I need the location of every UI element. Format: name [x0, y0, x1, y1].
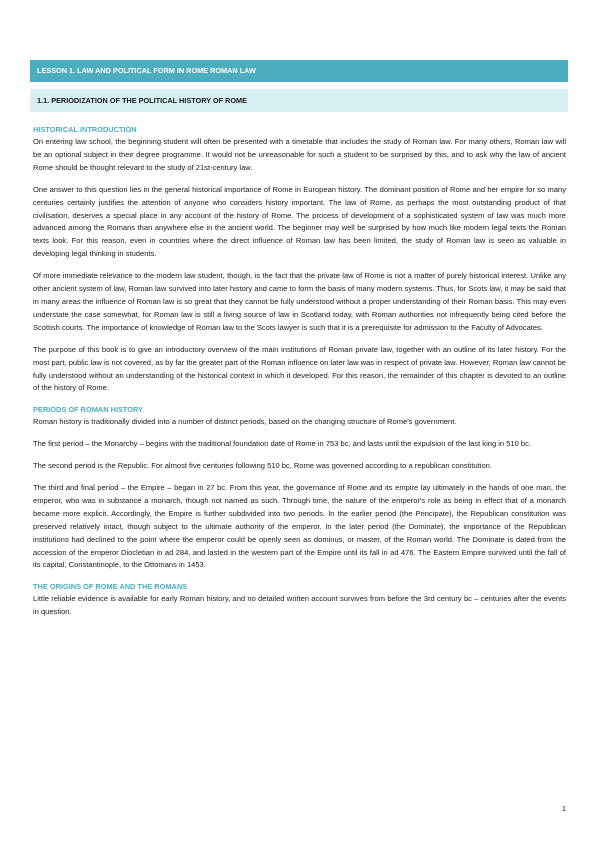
page-number: 1 — [561, 804, 566, 813]
lesson-title: LESSON 1. LAW AND POLITICAL FORM IN ROME ROMAN LAW — [37, 66, 256, 75]
section-title: 1.1. PERIODIZATION OF THE POLITICAL HISTORY OF ROME — [37, 96, 248, 105]
heading-origins-of-rome: THE ORIGINS OF ROME AND THE ROMANS — [33, 582, 188, 592]
section-title-bar — [30, 89, 568, 112]
paragraph: Little reliable evidence is available for early Roman history, and no detailed written account survives from before the 3rd century bc – centuries after the events in question. — [33, 594, 566, 617]
paragraph: On entering law school, the beginning student will often be presented with a timetable that includes the study of Roman law. For many others, Roman law will be an optional subject in their degree programme. It would not be unreasonable for such a student to be surprised by this, and to ask why the law of ancient Rome should be thought relevant to the study of 21st-century law. — [33, 137, 566, 172]
heading-periods-of-roman-history: PERIODS OF ROMAN HISTORY — [33, 405, 144, 415]
paragraph: One answer to this question lies in the general historical importance of Rome in European history. The dominant position of Rome and her empire for so many centuries certainly justifies the attention of anyone who considers history important. The law of Rome, as perhaps the most outstanding product of that civilisation, deserves a special place in any account of the history of Rome. The process of development of a sophisticated system of law was much more advanced among the Romans than anywhere else in the ancient world. The beginner may well be surprised by how much like modern legal texts the Roman texts look. For this reason, even in countries where the direct influence of Roman law has been limited, the study of Roman law is seen as valuable in developing legal thinking in students. — [33, 184, 566, 259]
paragraph: The first period – the Monarchy – begins with the traditional foundation date of Rome in 753 bc, and lasts until the expulsion of the last king in 510 bc. — [33, 439, 531, 449]
paragraph: The third and final period – the Empire – began in 27 bc. From this year, the governance of Rome and its empire lay ultimately in the hands of one man, the emperor, who was in substance a monarch, though not named as such. Through time, the nature of the emperor's role as being in effect that of a monarch became more explicit. Accordingly, the Empire is further subdivided into two periods. In the earlier period (the Principate), the Republican constitution was preserved relatively intact, though subject to the ultimate authority of the emperor. In the later period (the Dominate), the importance of the Republican institutions had declined to the point where the emperor could be openly seen as dominus, or master, of the Roman world. The Dominate is dated from the accession of the emperor Diocletian in ad 284, and lasted in the western part of the Empire until its fall in ad 476. The Eastern Empire survived until the fall of its capital, Constantinople, to the Ottomans in 1453. — [33, 483, 566, 570]
heading-historical-introduction: HISTORICAL INTRODUCTION — [33, 125, 137, 134]
paragraph: Of more immediate relevance to the modern law student, though, is the fact that the private law of Rome is not a matter of purely historical interest. Unlike any other ancient system of law, Roman law survived into later history and came to form the basis of many modern systems. Thus, for Scots law, it may be said that in many areas the influence of Roman law is so great that they cannot be fully understood without a proper understanding of their Roman basis. This may even understate the case somewhat, for Roman law is still a living source of law in Scotland today, with Roman authorities not infrequently being cited before the Scottish courts. The importance of knowledge of Roman law to the Scots lawyer is such that it is a prerequisite for admission to the Faculty of Advocates. — [33, 271, 566, 332]
lesson-title-bar — [30, 60, 568, 82]
paragraph: The second period is the Republic. For almost five centuries following 510 bc, Rome was governed according to a republican constitution. — [33, 461, 492, 471]
paragraph: Roman history is traditionally divided into a number of distinct periods, based on the changing structure of Rome's government. — [33, 417, 457, 427]
document-body — [33, 124, 566, 628]
paragraph: The purpose of this book is to give an introductory overview of the main institutions of Roman private law, together with an outline of its later history. For the most part, public law is not covered, as by far the greater part of the Roman influence on later law was in respect of private law. However, Roman law cannot be fully understood without an understanding of the historical context in which it developed. For this reason, the remainder of this chapter is devoted to an outline of the history of Rome. — [33, 344, 566, 393]
